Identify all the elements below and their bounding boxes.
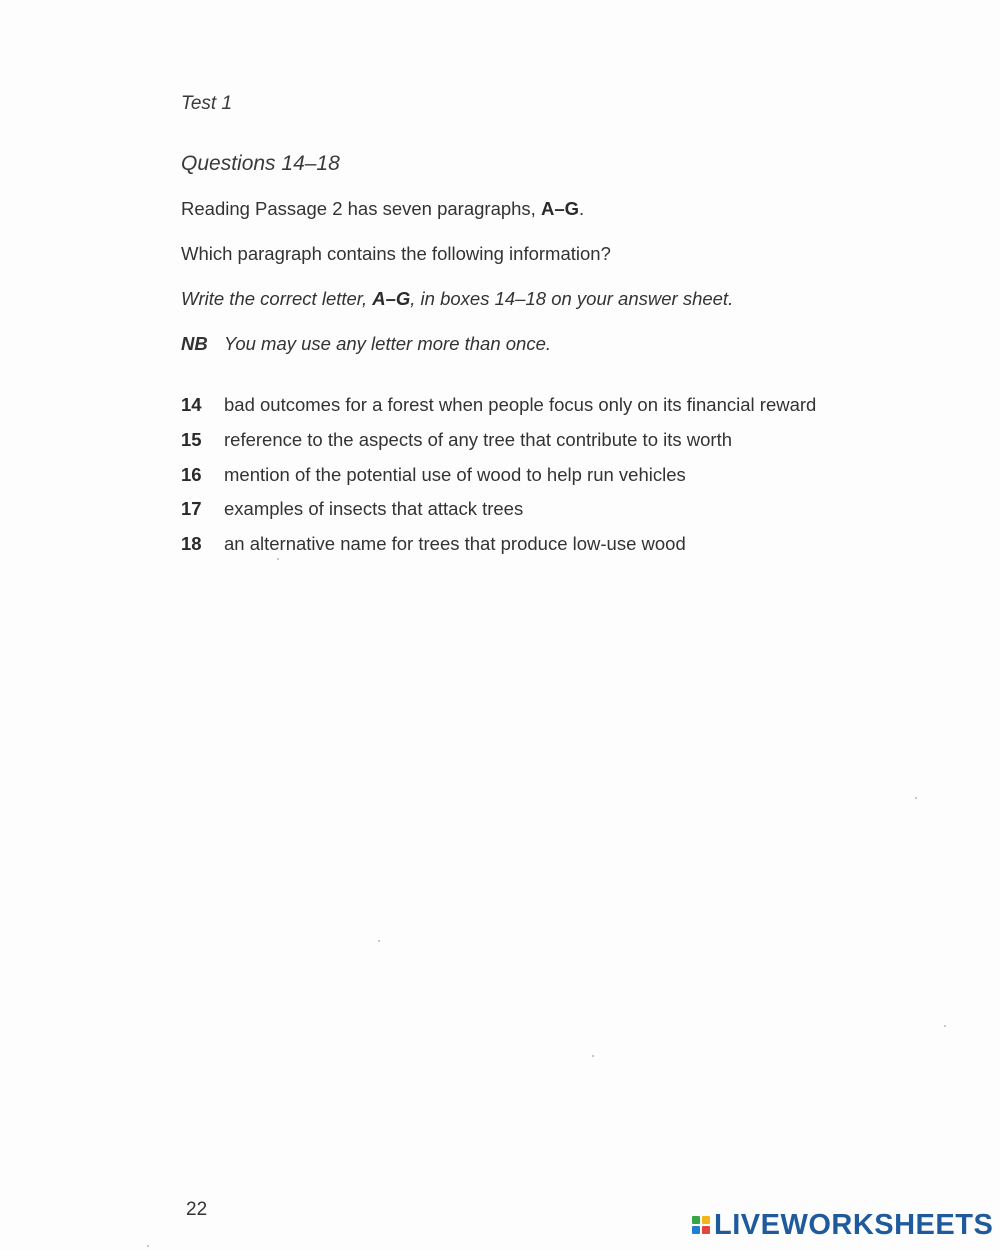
instruction-paragraphs bbox=[181, 198, 584, 220]
instruction-text: . bbox=[579, 198, 585, 219]
logo-text: LIVEWORKSHEETS bbox=[714, 1208, 994, 1241]
question-text: an alternative name for trees that produce low-use wood bbox=[224, 533, 686, 555]
logo-square-icon bbox=[692, 1216, 700, 1224]
logo-square-icon bbox=[702, 1226, 710, 1234]
scan-speck bbox=[915, 797, 917, 799]
scan-speck bbox=[277, 558, 279, 560]
question-item bbox=[181, 492, 901, 527]
nb-text: You may use any letter more than once. bbox=[224, 333, 552, 354]
instruction-text: Reading Passage 2 has seven paragraphs, bbox=[181, 198, 541, 219]
liveworksheets-logo bbox=[692, 1209, 993, 1241]
question-number: 15 bbox=[181, 429, 202, 451]
question-item bbox=[181, 423, 901, 458]
question-number: 16 bbox=[181, 463, 202, 485]
instruction-question: Which paragraph contains the following information? bbox=[181, 243, 611, 264]
instruction-text: , in boxes 14–18 on your answer sheet. bbox=[410, 288, 734, 309]
instruction-note bbox=[181, 333, 551, 355]
running-head: Test 1 bbox=[181, 93, 233, 114]
question-item bbox=[181, 388, 901, 423]
logo-square-icon bbox=[702, 1216, 710, 1224]
scan-speck bbox=[592, 1055, 594, 1057]
logo-square-icon bbox=[692, 1226, 700, 1234]
scan-speck bbox=[147, 1245, 149, 1247]
scan-speck bbox=[378, 940, 380, 942]
nb-label: NB bbox=[181, 333, 208, 354]
instruction-text: Write the correct letter, bbox=[181, 288, 373, 309]
instruction-answer bbox=[181, 288, 733, 310]
instruction-range: A–G bbox=[540, 198, 580, 219]
question-number: 18 bbox=[181, 533, 202, 555]
question-number: 17 bbox=[181, 498, 202, 520]
question-text: mention of the potential use of wood to help run vehicles bbox=[224, 463, 686, 485]
question-item bbox=[181, 527, 901, 562]
logo-mark-icon bbox=[692, 1216, 710, 1234]
instruction-range: A–G bbox=[372, 288, 411, 309]
question-number: 14 bbox=[181, 394, 202, 416]
scan-speck bbox=[944, 1025, 946, 1027]
question-text: bad outcomes for a forest when people focus only on its financial reward bbox=[224, 394, 817, 416]
question-text: reference to the aspects of any tree that contribute to its worth bbox=[224, 429, 733, 451]
question-item bbox=[181, 457, 901, 492]
question-list bbox=[181, 388, 901, 561]
question-text: examples of insects that attack trees bbox=[224, 498, 524, 520]
page-number: 22 bbox=[186, 1199, 208, 1220]
section-heading: Questions 14–18 bbox=[181, 152, 340, 175]
